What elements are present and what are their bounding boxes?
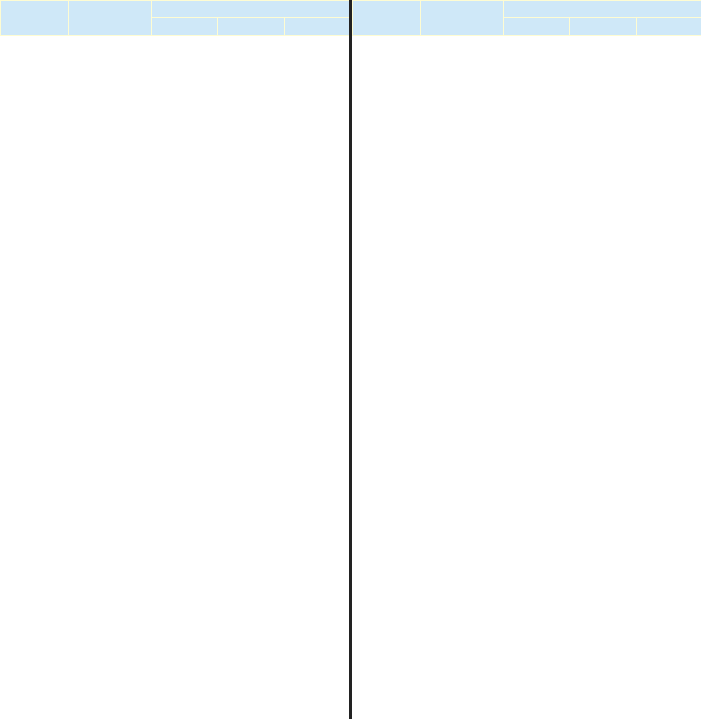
spec-header <box>1 1 69 36</box>
width-header <box>152 18 218 36</box>
spec-header <box>353 1 421 36</box>
width-header <box>570 18 637 36</box>
width-header <box>504 18 570 36</box>
grade-header <box>152 1 350 18</box>
width-header <box>218 18 285 36</box>
price-table-left <box>0 0 349 719</box>
width-header <box>285 18 350 36</box>
price-table <box>0 0 350 36</box>
thickness-header <box>421 1 504 36</box>
price-table-right <box>352 0 701 719</box>
price-table <box>352 0 701 36</box>
thickness-header <box>69 1 152 36</box>
grade-header <box>504 1 701 18</box>
width-header <box>637 18 701 36</box>
